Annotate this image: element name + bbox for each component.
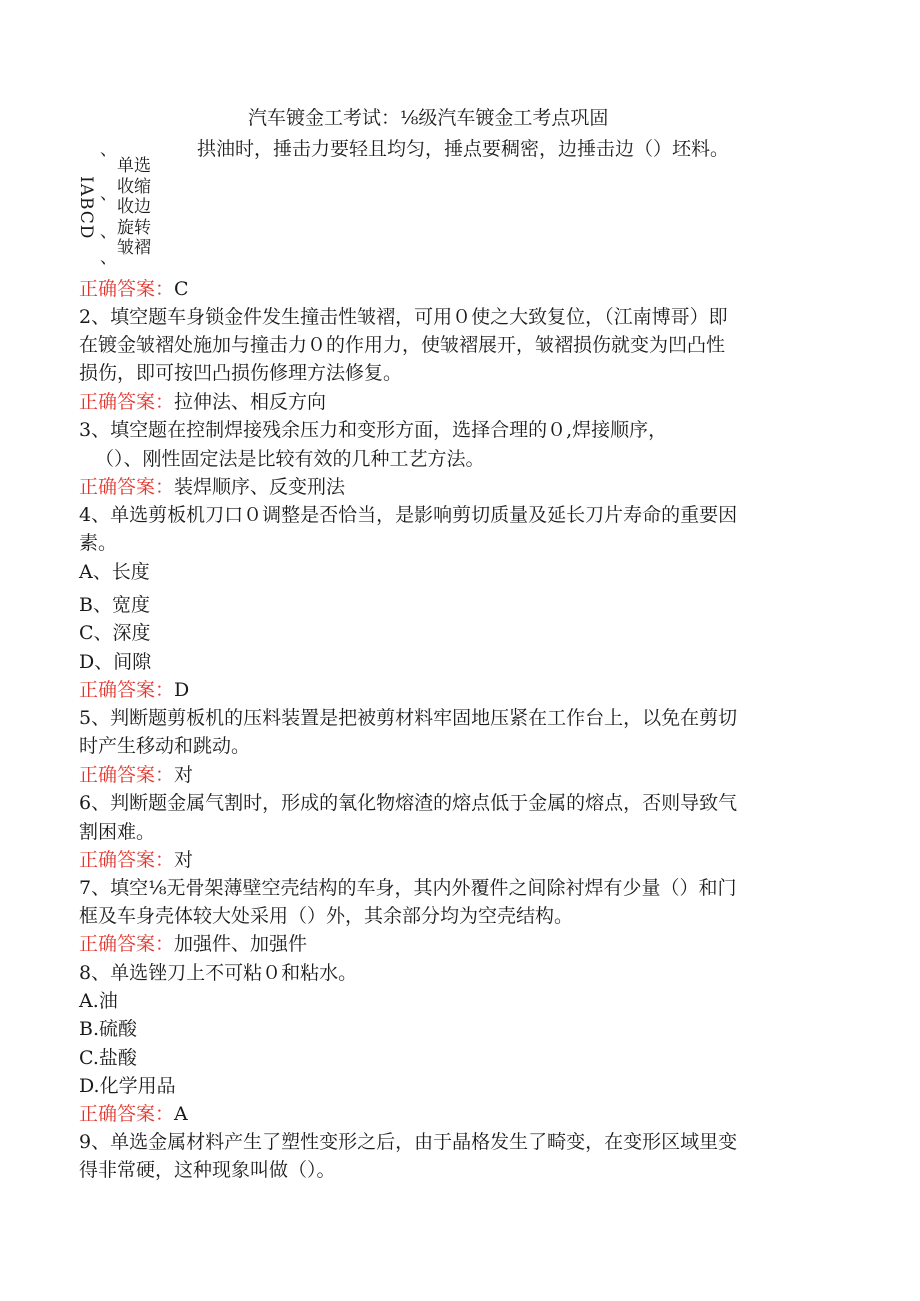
- q7-answer: [79, 932, 307, 956]
- q8-answer-label: 正确答案：: [79, 1103, 175, 1125]
- q1-answer-value: C: [174, 278, 189, 300]
- q8-option-a: A.油: [79, 990, 118, 1012]
- q2-line-1: 2、填空题车身锁金件发生撞击性皱褶，可用０使之大致复位，（江南博哥）即: [79, 306, 728, 328]
- page-title: 汽车镀金工考试：⅛级汽车镀金工考点巩固: [248, 107, 609, 129]
- q2-line-3: 损伤，即可按凹凸损伤修理方法修复。: [79, 362, 403, 384]
- q6-line-2: 割困难。: [79, 821, 156, 843]
- q5-answer-label: 正确答案：: [79, 764, 175, 786]
- q7-line-2: 框及车身壳体较大处采用（）外，其余部分均为空壳结构。: [79, 905, 574, 927]
- q1-option-d: 皱褶: [117, 238, 151, 258]
- q3-line-2: （）、刚性固定法是比较有效的几种工艺方法。: [95, 448, 485, 470]
- q1-dash-3: 、: [100, 222, 117, 242]
- q1-option-letters: [72, 170, 102, 250]
- q2-line-2: 在镀金皱褶处施加与撞击力０的作用力，使皱褶展开，皱褶损伤就变为凹凸性: [79, 334, 726, 356]
- q5-answer: [79, 763, 193, 787]
- q7-answer-label: 正确答案：: [79, 933, 175, 955]
- q5-answer-value: 对: [174, 764, 194, 786]
- q1-option-b: 收边: [117, 197, 151, 217]
- q7-line-1: 7、填空⅛无骨架薄壁空壳结构的车身，其内外覆件之间除衬焊有少量（）和门: [79, 877, 737, 899]
- q4-answer-label: 正确答案：: [79, 679, 175, 701]
- q5-line-1: 5、判断题剪板机的压料装置是把被剪材料牢固地压紧在工作台上，以免在剪切: [79, 707, 738, 729]
- q6-answer: [79, 848, 193, 872]
- q1-dash-2: 、: [100, 184, 117, 204]
- q4-line-1: 4、单选剪板机刀口０调整是否恰当，是影响剪切质量及延长刀片寿命的重要因: [79, 504, 738, 526]
- q4-option-a: A、长度: [79, 561, 150, 583]
- q1-stem: 拱油时，捶击力要轻且均匀，捶点要稠密，边捶击边（）坯料。: [197, 138, 730, 160]
- q8-line-1: 8、单选锉刀上不可粘０和粘水。: [79, 962, 358, 984]
- q8-option-b: B.硫酸: [79, 1018, 138, 1040]
- q2-answer-label: 正确答案：: [79, 391, 175, 413]
- q8-answer: [79, 1102, 188, 1126]
- q4-option-b: B、宽度: [79, 594, 150, 616]
- q9-line-2: 得非常硬，这种现象叫做（）。: [79, 1159, 336, 1181]
- q1-option-a: 收缩: [117, 176, 151, 197]
- q3-answer-value: 装焊顺序、反变刑法: [174, 476, 346, 498]
- q4-option-d: D、间隙: [79, 651, 152, 673]
- q1-dash-4: 、: [100, 248, 117, 268]
- q4-option-c: C、深度: [79, 622, 151, 644]
- q1-option-letters-text: IABCD: [76, 176, 96, 240]
- q3-answer: [79, 475, 345, 499]
- q1-option-c: 旋转: [117, 217, 151, 238]
- q4-answer-value: D: [174, 679, 190, 701]
- q8-answer-value: A: [174, 1103, 188, 1125]
- q8-option-c: C.盐酸: [79, 1047, 137, 1069]
- q4-line-2: 素。: [79, 532, 118, 554]
- q1-answer-label: 正确答案：: [79, 278, 175, 300]
- q9-line-1: 9、单选金属材料产生了塑性变形之后，由于晶格发生了畸变，在变形区域里变: [79, 1131, 738, 1153]
- q2-answer-value: 拉伸法、相反方向: [174, 391, 327, 413]
- q1-type-label: 单选: [117, 156, 151, 176]
- q1-answer: [79, 277, 189, 301]
- q8-option-d: D.化学用品: [79, 1075, 176, 1097]
- q5-line-2: 时产生移动和跳动。: [79, 735, 251, 757]
- q1-options: [117, 156, 151, 259]
- q3-line-1: 3、填空题在控制焊接残余压力和变形方面，选择合理的０,焊接顺序，: [79, 419, 668, 441]
- q6-answer-label: 正确答案：: [79, 849, 175, 871]
- q4-answer: [79, 678, 189, 702]
- q1-dash-1: 、: [100, 140, 117, 160]
- q2-answer: [79, 390, 326, 414]
- q3-answer-label: 正确答案：: [79, 476, 175, 498]
- q6-answer-value: 对: [174, 849, 194, 871]
- q6-line-1: 6、判断题金属气割时，形成的氧化物熔渣的熔点低于金属的熔点，否则导致气: [79, 792, 738, 814]
- q7-answer-value: 加强件、加强件: [174, 933, 308, 955]
